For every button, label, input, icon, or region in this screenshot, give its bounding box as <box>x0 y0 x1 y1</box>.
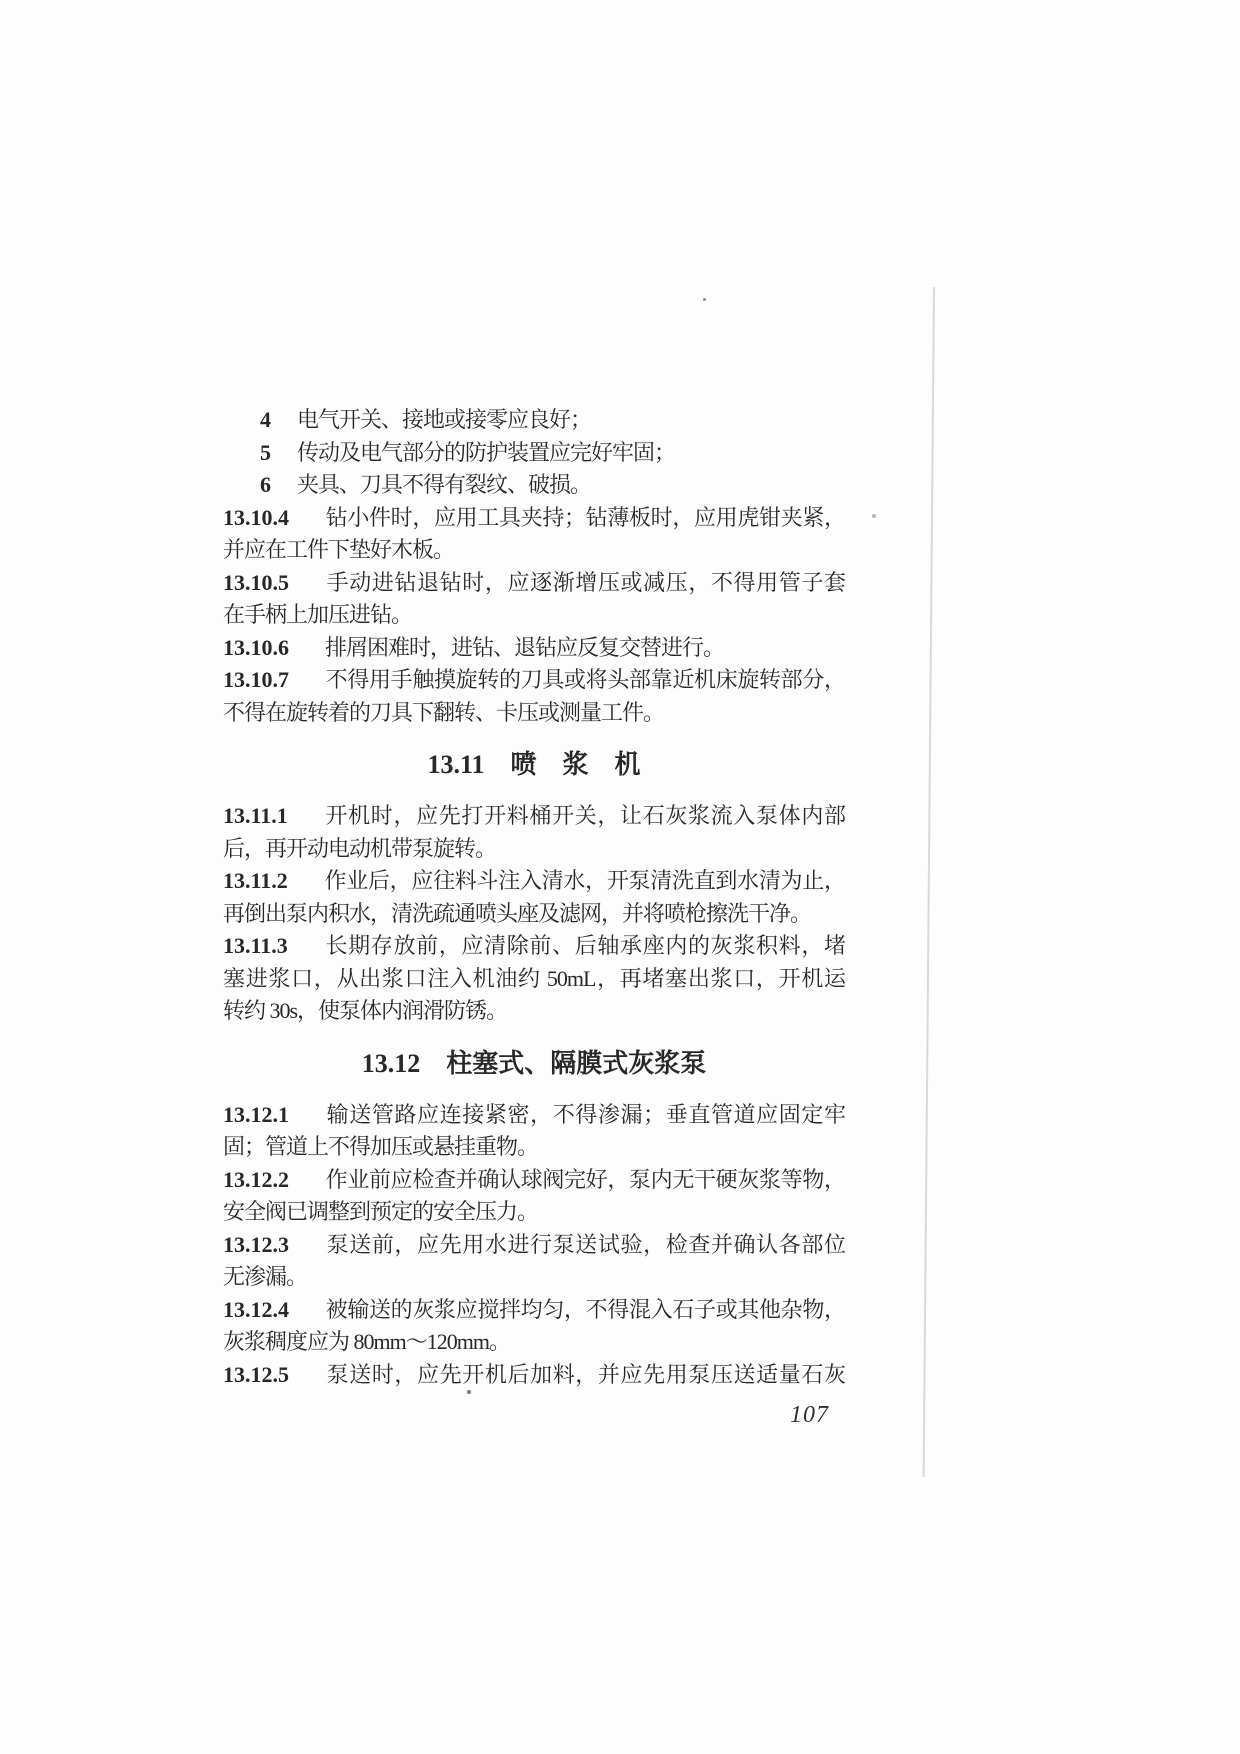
paragraph <box>223 632 845 665</box>
text-line: 13.11.3 长期存放前，应清除前、后轴承座内的灰浆积料，堵 <box>223 933 845 958</box>
paragraph <box>223 865 845 930</box>
list-item <box>223 437 845 470</box>
clause-number: 13.11.3 <box>223 933 288 958</box>
heading-title: 柱塞式、隔膜式灰浆泵 <box>446 1047 707 1078</box>
text-line: 后，再开动电动机带泵旋转。 <box>223 835 497 861</box>
clause-number: 13.11.2 <box>223 868 288 893</box>
scan-artifact-dot <box>872 514 876 518</box>
text-line: 再倒出泵内积水，清洗疏通喷头座及滤网，并将喷枪擦洗干净。 <box>223 900 812 926</box>
clause-number: 13.11.1 <box>223 803 288 828</box>
paragraph <box>223 1099 845 1164</box>
scan-artifact-dot <box>703 298 706 301</box>
page-number: 107 <box>790 1402 829 1428</box>
text-line: 6 夹具、刀具不得有裂纹、破损。 <box>260 472 592 497</box>
clause-number: 13.10.6 <box>223 634 289 660</box>
text-line: 无渗漏。 <box>223 1264 308 1289</box>
heading-number: 13.12 <box>361 1048 421 1078</box>
paragraph <box>223 1294 845 1359</box>
clause-number: 13.10.7 <box>223 667 289 692</box>
clause-number: 6 <box>260 472 271 497</box>
clause-number: 13.10.5 <box>223 569 289 595</box>
heading-number: 13.11 <box>427 750 485 779</box>
text-line: 13.12.4 被输送的灰浆应搅拌均匀，不得混入石子或其他杂物， <box>223 1296 845 1322</box>
text-line: 塞进浆口，从出浆口注入机油约 50mL，再堵塞出浆口，开机运 <box>223 965 845 991</box>
text-line: 13.12.2 作业前应检查并确认球阀完好，泵内无干硬灰浆等物， <box>223 1166 845 1192</box>
text-line: 5 传动及电气部分的防护装置应完好牢固； <box>260 439 676 465</box>
clause-number: 13.12.4 <box>223 1296 289 1322</box>
section-heading <box>223 1045 845 1082</box>
clause-number: 5 <box>260 439 271 465</box>
text-line: 13.10.7 不得用手触摸旋转的刀具或将头部靠近机床旋转部分， <box>223 667 845 692</box>
page-edge-scan-line <box>923 287 935 1477</box>
text-line: 13.12.3 泵送前，应先用水进行泵送试验，检查并确认各部位 <box>223 1231 845 1257</box>
clause-number: 13.12.3 <box>223 1231 289 1257</box>
body-text <box>223 404 845 1391</box>
paragraph <box>223 1229 845 1294</box>
text-line: 13.10.4 钻小件时，应用工具夹持；钻薄板时，应用虎钳夹紧， <box>223 504 845 530</box>
scan-artifact-dot <box>467 1390 471 1394</box>
paragraph <box>223 1164 845 1229</box>
text-line: 不得在旋转着的刀具下翻转、卡压或测量工件。 <box>223 699 665 725</box>
text-line: 在手柄上加压进钻。 <box>223 602 413 627</box>
text-line: 13.11.1 开机时，应先打开料桶开关，让石灰浆流入泵体内部 <box>223 803 845 828</box>
text-line: 13.12.1 输送管路应连接紧密，不得渗漏；垂直管道应固定牢 <box>223 1101 845 1127</box>
text-line: 转约 30s，使泵体内润滑防锈。 <box>223 998 508 1023</box>
paragraph <box>223 567 845 632</box>
text-line: 13.12.5 泵送时，应先开机后加料，并应先用泵压送适量石灰 <box>223 1361 845 1387</box>
text-line: 13.10.5 手动进钻退钻时，应逐渐增压或减压，不得用管子套 <box>223 569 845 595</box>
clause-number: 13.12.5 <box>223 1361 289 1387</box>
paragraph <box>223 930 845 1028</box>
clause-number: 13.10.4 <box>223 504 289 530</box>
clause-number: 13.12.2 <box>223 1166 289 1192</box>
heading-title: 喷 浆 机 <box>510 749 641 779</box>
clause-number: 4 <box>260 407 271 432</box>
section-heading <box>223 746 845 783</box>
text-line: 并应在工件下垫好木板。 <box>223 537 455 562</box>
list-item <box>223 469 845 502</box>
text-column <box>223 404 845 1430</box>
list-item <box>223 404 845 437</box>
paragraph <box>223 502 845 567</box>
text-line: 13.11.2 作业后，应往料斗注入清水，开泵清洗直到水清为止， <box>223 868 845 893</box>
text-line: 灰浆稠度应为 80mm～120mm。 <box>223 1329 510 1354</box>
clause-number: 13.12.1 <box>223 1101 289 1127</box>
text-line: 4 电气开关、接地或接零应良好； <box>260 407 592 432</box>
paragraph <box>223 1359 845 1392</box>
text-line: 固；管道上不得加压或悬挂重物。 <box>223 1134 539 1159</box>
paragraph <box>223 800 845 865</box>
paragraph <box>223 664 845 729</box>
text-line: 安全阀已调整到预定的安全压力。 <box>223 1199 539 1224</box>
text-line: 13.10.6 排屑困难时，进钻、退钻应反复交替进行。 <box>223 634 725 660</box>
